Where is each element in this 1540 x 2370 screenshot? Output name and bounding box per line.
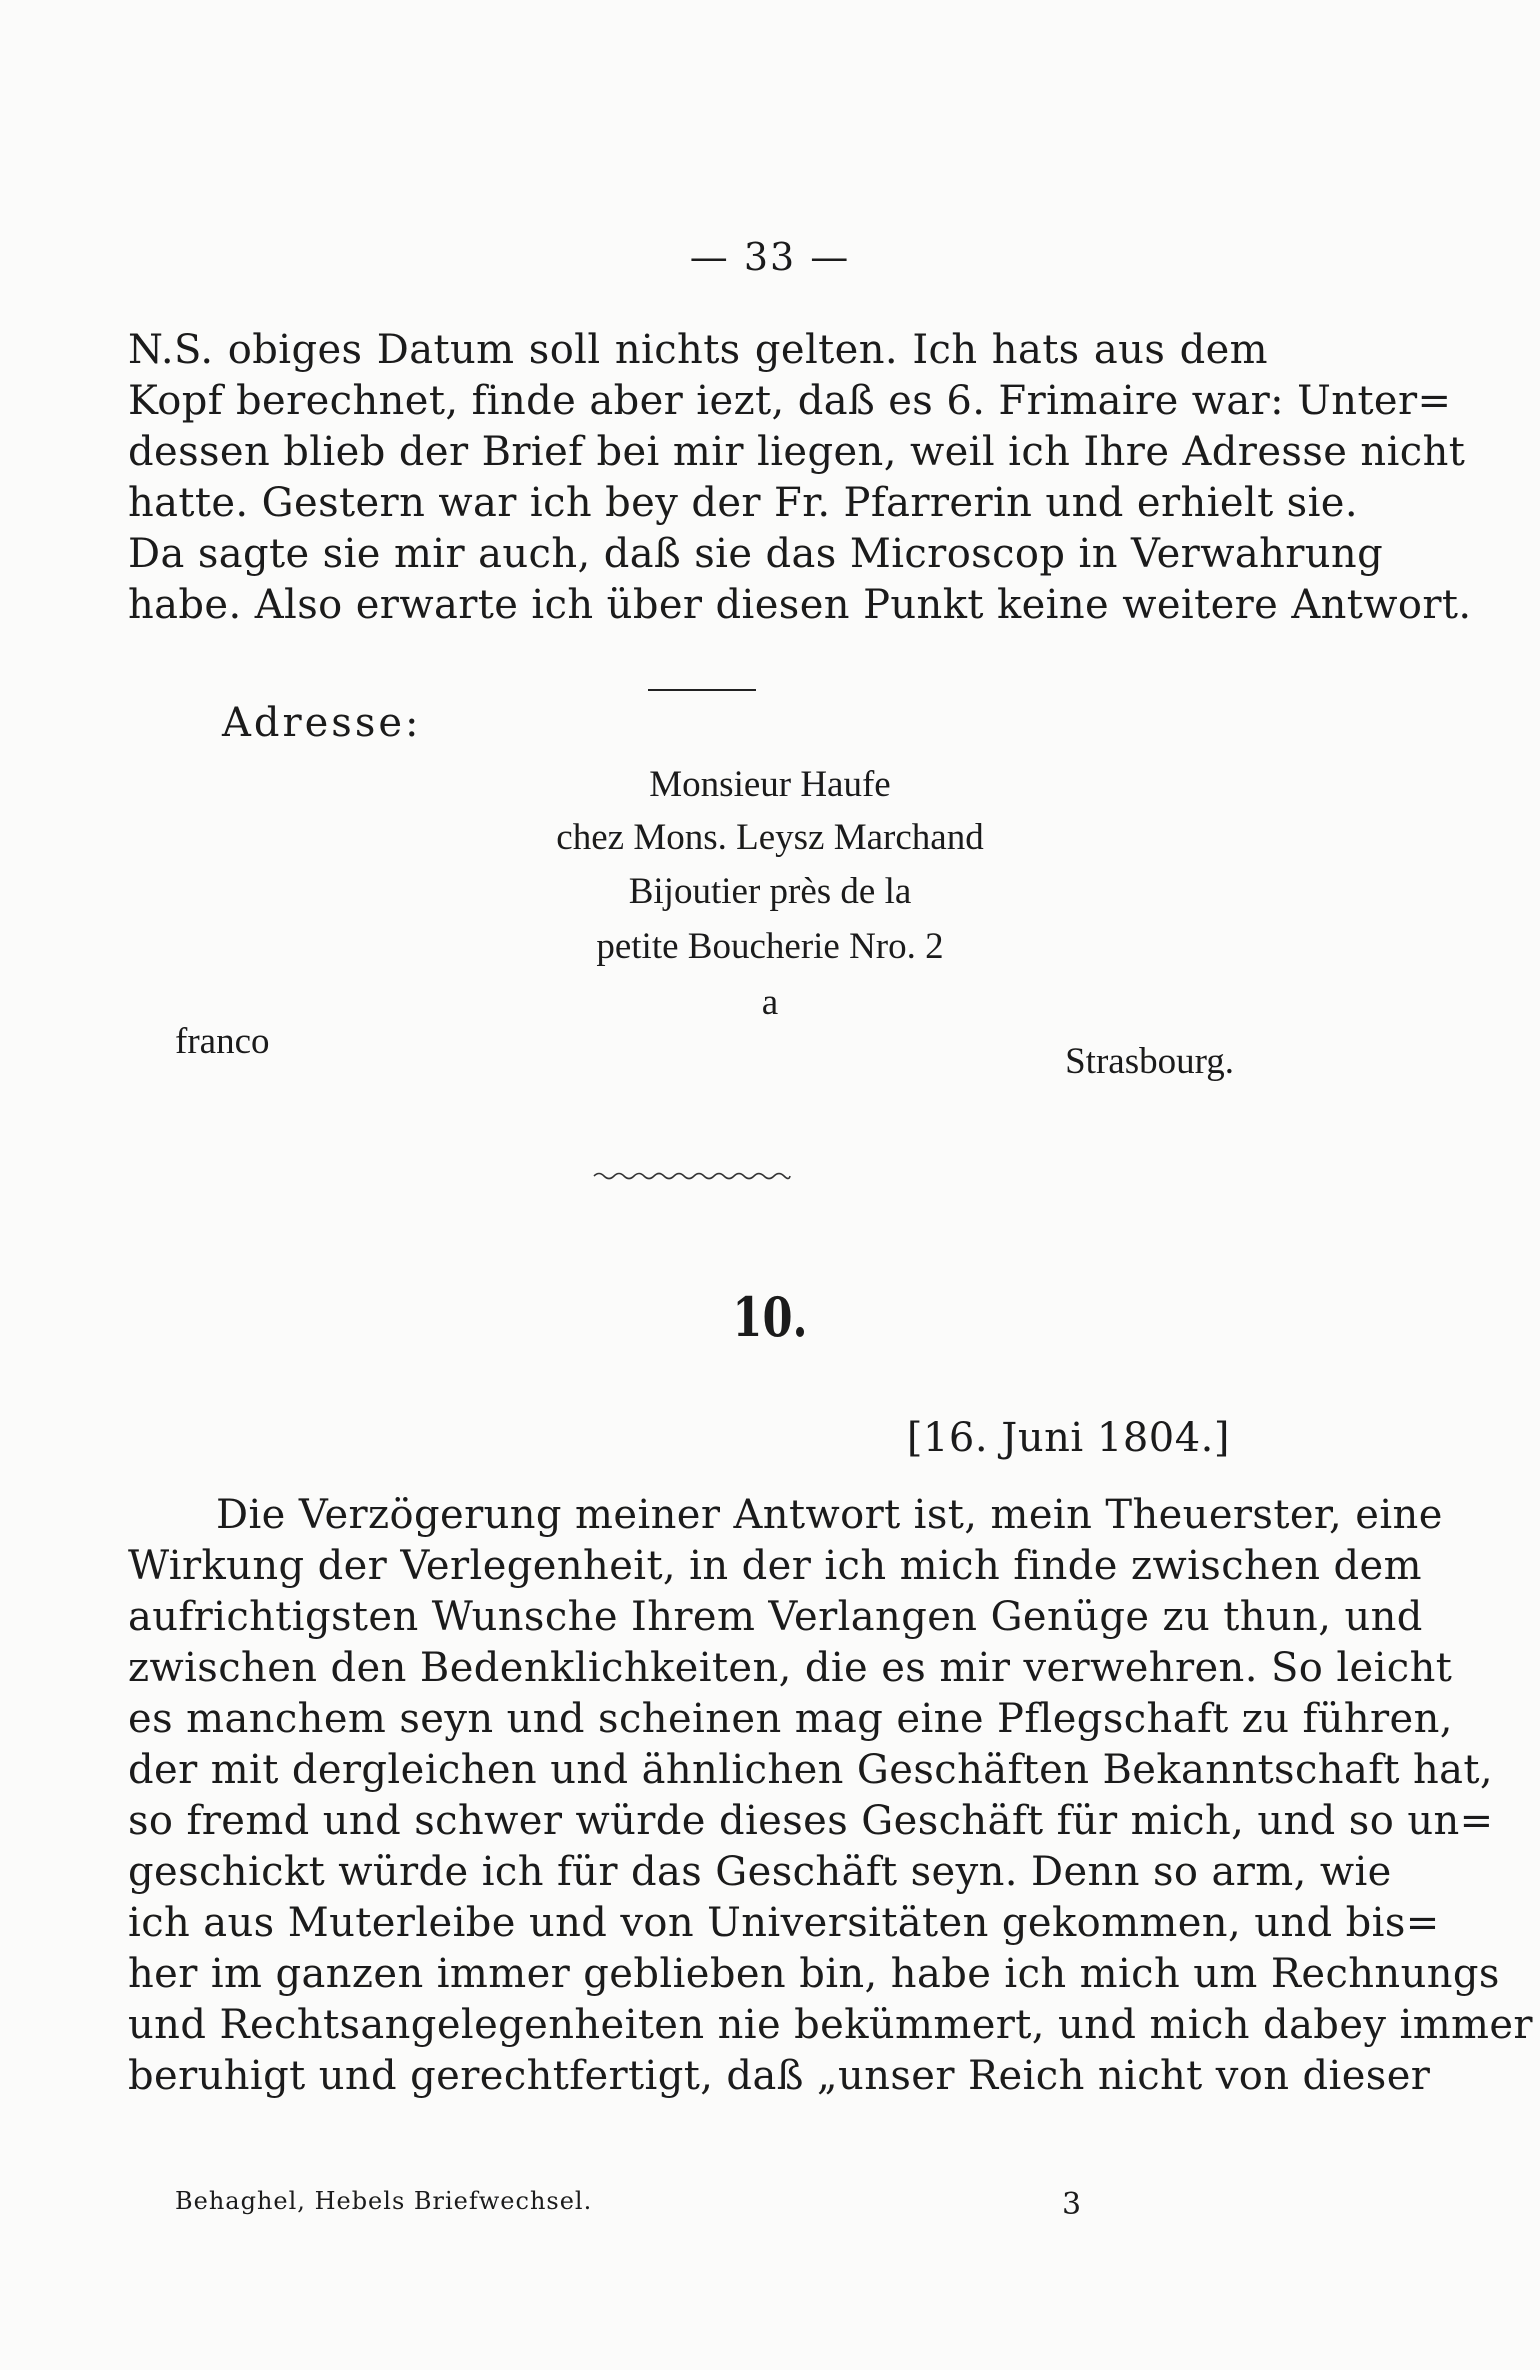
postscript-paragraph [128,325,1472,631]
address-line-1: Monsieur Haufe [649,764,891,805]
postscript-line-1: N.S. obiges Datum soll nichts gelten. Ich hats aus dem [128,327,1268,373]
postscript-line-2: Kopf berechnet, finde aber iezt, daß es 6. Frimaire war: Unter= [128,378,1452,424]
footer-book-title: Behaghel, Hebels Briefwechsel. [175,2187,593,2215]
franco-note: franco [175,1021,270,1062]
postscript-line-5: Da sagte sie mir auch, daß sie das Microscop in Verwahrung [128,531,1384,577]
address-line-4: petite Boucherie Nro. 2 [596,926,944,967]
section-divider [648,689,756,691]
body-line-2: Wirkung der Verlegenheit, in der ich mich finde zwischen dem [128,1543,1422,1589]
body-line-8: geschickt würde ich für das Geschäft seyn. Denn so arm, wie [128,1849,1392,1895]
postscript-line-3: dessen blieb der Brief bei mir liegen, weil ich Ihre Adresse nicht [128,429,1466,475]
address-line-5: a [761,982,779,1023]
address-city: Strasbourg. [1065,1041,1234,1082]
body-line-11: und Rechtsangelegenheiten nie bekümmert, und mich dabey immer [128,2002,1533,2048]
letter-body-paragraph [128,1490,1533,2102]
letter-date: [16. Juni 1804.] [906,1415,1230,1461]
body-line-1: Die Verzögerung meiner Antwort ist, mein Theuerster, eine [216,1492,1443,1538]
address-label: Adresse: [222,700,422,746]
body-line-6: der mit dergleichen und ähnlichen Geschäften Bekanntschaft hat, [128,1747,1493,1793]
letter-number-heading: 10. [732,1285,808,1349]
body-line-9: ich aus Muterleibe und von Universitäten gekommen, und bis= [128,1900,1440,1946]
body-line-3: aufrichtigsten Wunsche Ihrem Verlangen Genüge zu thun, und [128,1594,1423,1640]
postscript-line-6: habe. Also erwarte ich über diesen Punkt keine weitere Antwort. [128,582,1472,628]
page-number: — 33 — [689,235,851,279]
address-line-3: Bijoutier près de la [628,871,912,912]
body-line-7: so fremd und schwer würde dieses Geschäft für mich, und so un= [128,1798,1494,1844]
signature-number: 3 [1062,2187,1082,2222]
body-line-5: es manchem seyn und scheinen mag eine Pflegschaft zu führen, [128,1696,1453,1742]
body-line-4: zwischen den Bedenklichkeiten, die es mir verwehren. So leicht [128,1645,1453,1691]
body-line-10: her im ganzen immer geblieben bin, habe ich mich um Rechnungs [128,1951,1500,1997]
wavy-divider-ornament [592,1170,792,1182]
address-line-2: chez Mons. Leysz Marchand [556,817,984,858]
postscript-line-4: hatte. Gestern war ich bey der Fr. Pfarrerin und erhielt sie. [128,480,1358,526]
body-line-12: beruhigt und gerechtfertigt, daß „unser Reich nicht von dieser [128,2053,1431,2099]
